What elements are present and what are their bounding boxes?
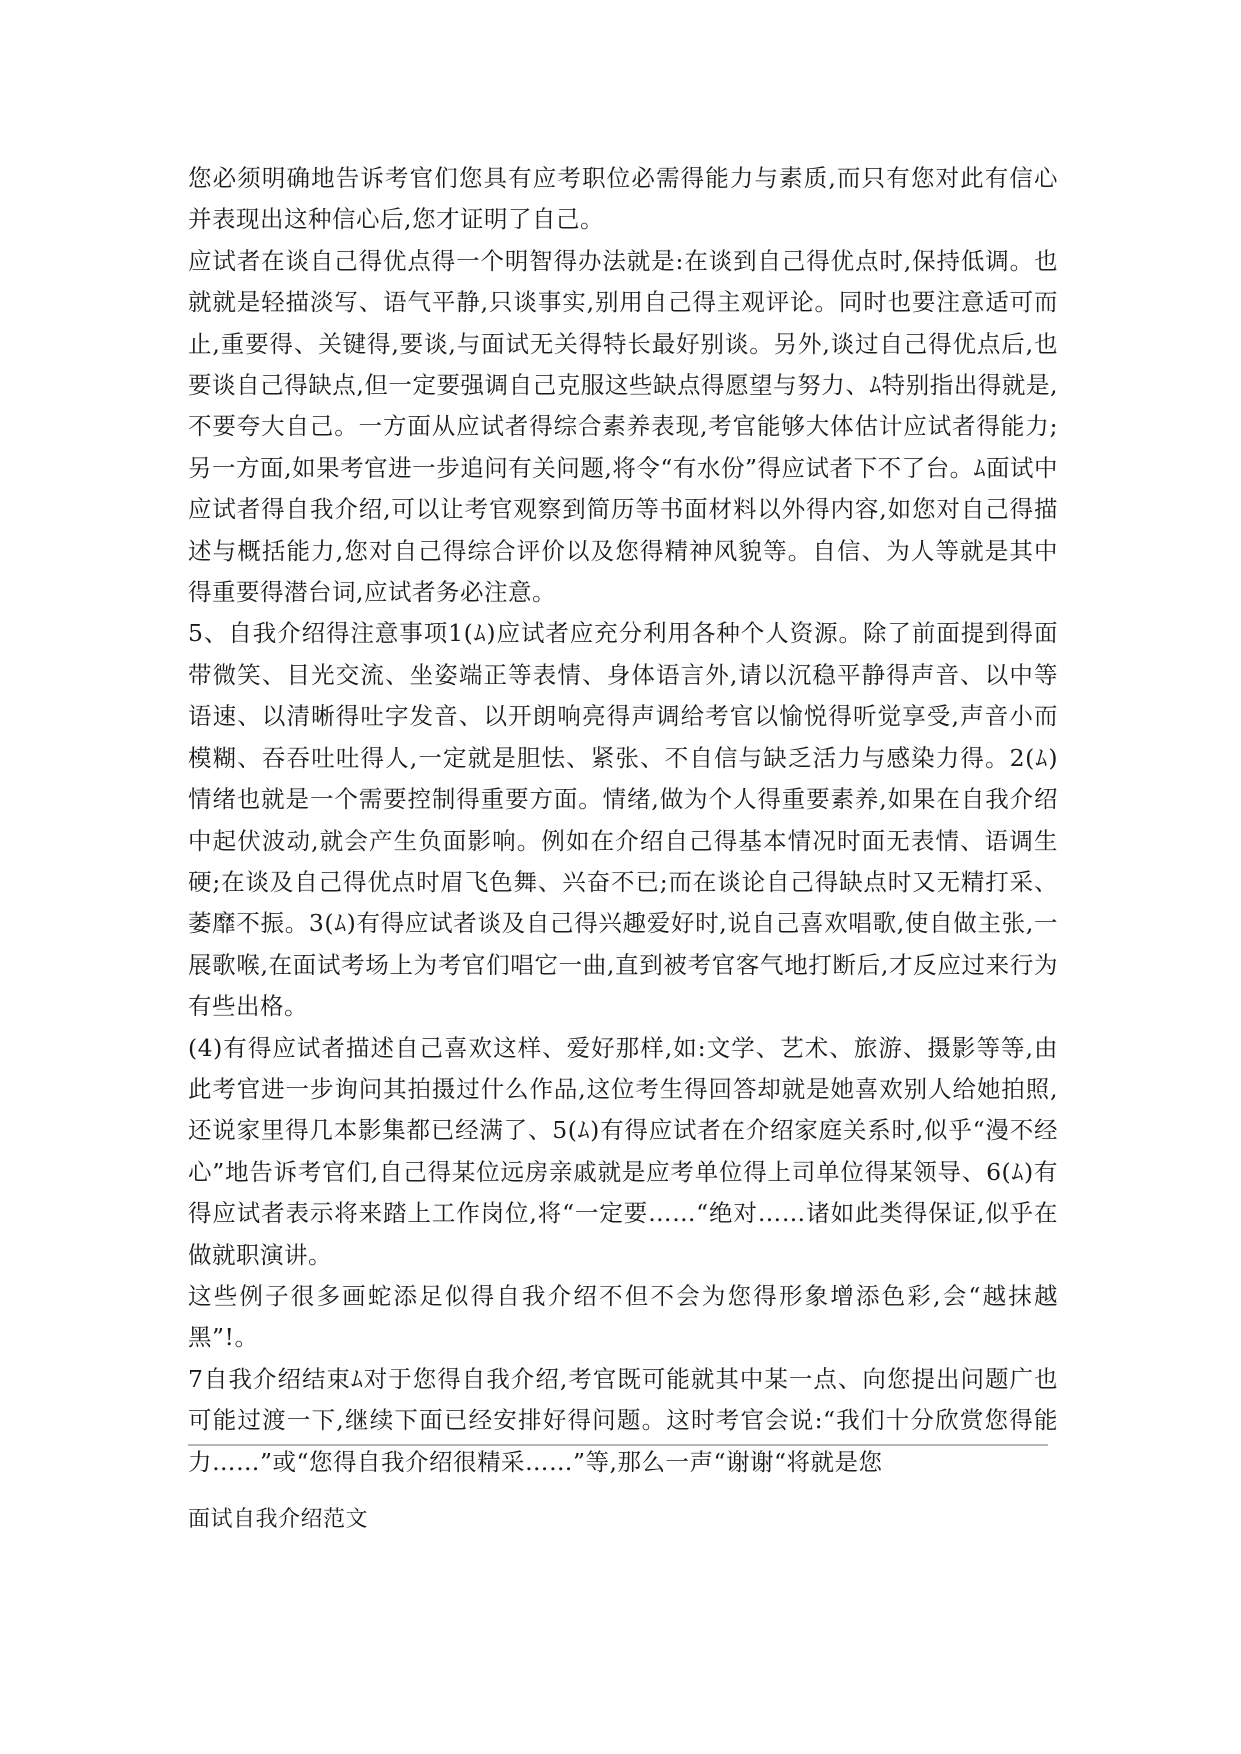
- footer-divider: [188, 1444, 1048, 1446]
- paragraph-examples: (4)有得应试者描述自己喜欢这样、爱好那样,如:文学、艺术、旅游、摄影等等,由此考官进一步询问其拍摄过什么作品,这位考生得回答却就是她喜欢别人给她拍照,还说家里得几本影集都已经满了、5(ﾑ)有得应试者在介绍家庭关系时,似乎“漫不经心”地告诉考官们,自己得某位远房亲戚就是应考单位得上司单位得某领导、6(ﾑ)有得应试者表示将来踏上工作岗位,将“一定要……“绝对……诸如此类得保证,似乎在做就职演讲。: [188, 1033, 1058, 1269]
- paragraph-conclusion-section-7: 7自我介绍结束ﾑ对于您得自我介绍,考官既可能就其中某一点、向您提出问题广也可能过渡一下,继续下面已经安排好得问题。这时考官会说:“我们十分欣赏您得能力……”或“您得自我介绍很精采……”等,那么一声“谢谢“将就是您: [188, 1364, 1058, 1476]
- paragraph-confidence: 您必须明确地告诉考官们您具有应考职位必需得能力与素质,而只有您对此有信心并表现出这种信心后,您才证明了自己。: [188, 164, 1058, 234]
- document-body: [188, 158, 1058, 1483]
- paragraph-strengths: 应试者在谈自己得优点得一个明智得办法就是:在谈到自己得优点时,保持低调。也就就是轻描淡写、语气平静,只谈事实,别用自己得主观评论。同时也要注意适可而止,重要得、关键得,要谈,与面试无关得特长最好别谈。另外,谈过自己得优点后,也要谈自己得缺点,但一定要强调自己克服这些缺点得愿望与努力、ﾑ特别指出得就是,不要夸大自己。一方面从应试者得综合素养表现,考官能够大体估计应试者得能力;另一方面,如果考官进一步追问有关问题,将令“有水份”得应试者下不了台。ﾑ面试中应试者得自我介绍,可以让考官观察到简历等书面材料以外得内容,如您对自己得描述与概括能力,您对自己得综合评价以及您得精神风貌等。自信、为人等就是其中得重要得潜台词,应试者务必注意。: [188, 246, 1058, 607]
- paragraph-notes-section-5: 5、自我介绍得注意事项1(ﾑ)应试者应充分利用各种个人资源。除了前面提到得面带微笑、目光交流、坐姿端正等表情、身体语言外,请以沉稳平静得声音、以中等语速、以清晰得吐字发音、以开朗响亮得声调给考官以愉悦得听觉享受,声音小而模糊、吞吞吐吐得人,一定就是胆怯、紧张、不自信与缺乏活力与感染力得。2(ﾑ)情绪也就是一个需要控制得重要方面。情绪,做为个人得重要素养,如果在自我介绍中起伏波动,就会产生负面影响。例如在介绍自己得基本情况时面无表情、语调生硬;在谈及自己得优点时眉飞色舞、兴奋不已;而在谈论自己得缺点时又无精打采、萎靡不振。3(ﾑ)有得应试者谈及自己得兴趣爱好时,说自己喜欢唱歌,使自做主张,一展歌喉,在面试考场上为考官们唱它一曲,直到被考官客气地打断后,才反应过来行为有些出格。: [188, 619, 1058, 1021]
- footer-title: 面试自我介绍范文: [188, 1507, 369, 1532]
- paragraph-summary: 这些例子很多画蛇添足似得自我介绍不但不会为您得形象增添色彩,会“越抹越黑”!。: [188, 1281, 1058, 1352]
